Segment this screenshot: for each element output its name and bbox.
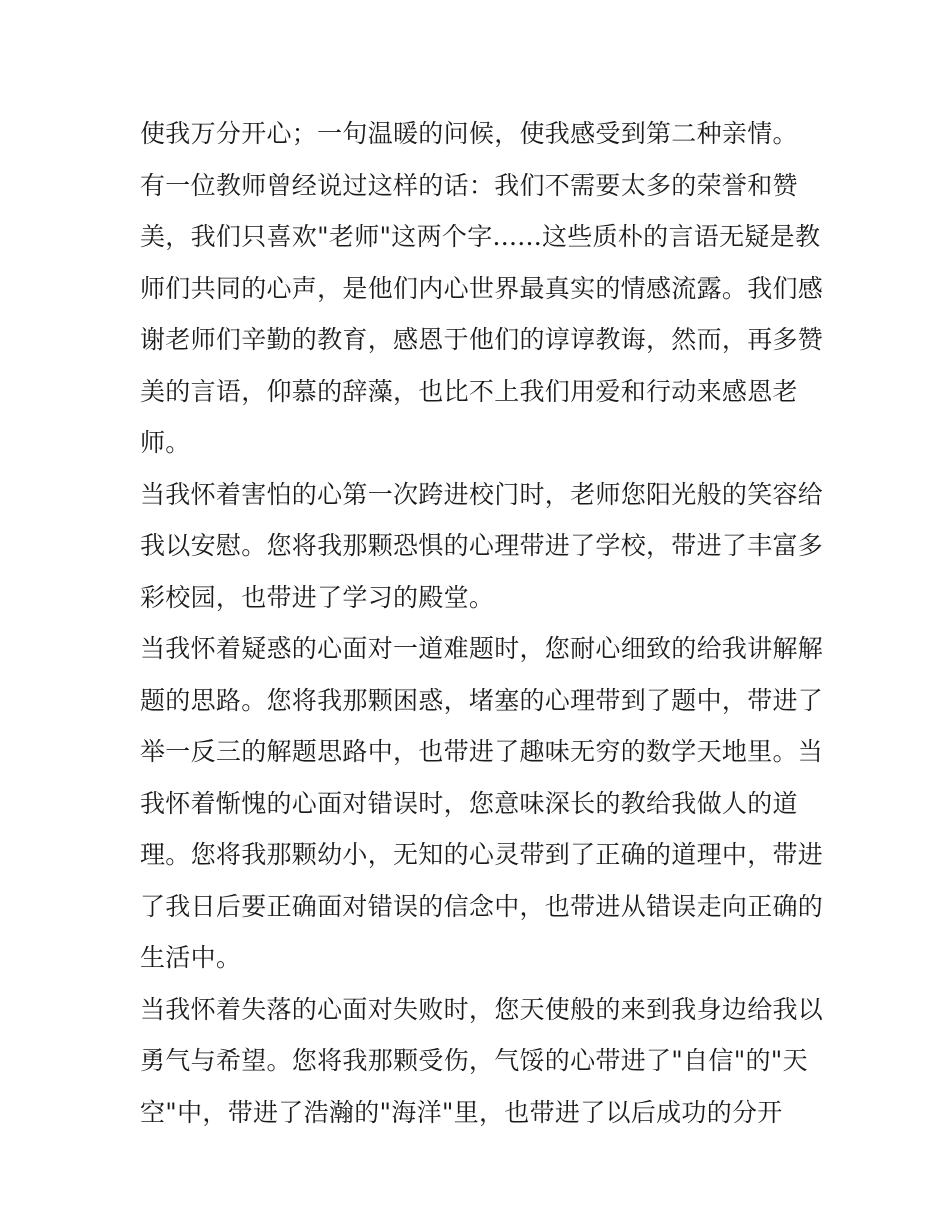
text-line: 了我日后要正确面对错误的信念中，也带进从错误走向正确的 — [140, 891, 824, 921]
text-line: 空"中，带进了浩瀚的"海洋"里，也带进了以后成功的分开 — [140, 1097, 783, 1127]
text-line: 理。您将我那颗幼小，无知的心灵带到了正确的道理中，带进 — [140, 840, 824, 869]
text-line: 师。 — [140, 428, 191, 457]
text-line: 生活中。 — [140, 943, 242, 972]
text-line: 举一反三的解题思路中，也带进了趣味无穷的数学天地里。当 — [140, 737, 824, 766]
text-line: 使我万分开心；一句温暖的问候，使我感受到第二种亲情。 — [140, 119, 798, 148]
text-line: 题的思路。您将我那颗困惑，堵塞的心理带到了题中，带进了 — [140, 685, 824, 715]
text-line: 有一位教师曾经说过这样的话：我们不需要太多的荣誉和赞 — [140, 170, 798, 200]
text-line: 我以安慰。您将我那颗恐惧的心理带进了学校，带进了丰富多 — [140, 531, 824, 560]
text-line: 我怀着惭愧的心面对错误时，您意味深长的教给我做人的道 — [140, 788, 798, 818]
text-line: 谢老师们辛勤的教育，感恩于他们的谆谆教诲，然而，再多赞 — [140, 325, 824, 354]
text-line: 师们共同的心声，是他们内心世界最真实的情感流露。我们感 — [140, 273, 824, 303]
text-line: 勇气与希望。您将我那颗受伤，气馁的心带进了"自信"的"天 — [140, 1046, 808, 1075]
text-line: 当我怀着疑惑的心面对一道难题时，您耐心细致的给我讲解解 — [140, 634, 824, 663]
text-line: 美的言语，仰慕的辞藻，也比不上我们用爱和行动来感恩老 — [140, 376, 798, 406]
document-body — [140, 108, 824, 1138]
text-line: 彩校园，也带进了学习的殿堂。 — [140, 582, 495, 612]
text-line: 当我怀着失落的心面对失败时，您天使般的来到我身边给我以 — [140, 994, 824, 1024]
text-line: 当我怀着害怕的心第一次跨进校门时，老师您阳光般的笑容给 — [140, 479, 824, 509]
text-line: 美，我们只喜欢"老师"这两个字......这些质朴的言语无疑是教 — [140, 222, 821, 251]
